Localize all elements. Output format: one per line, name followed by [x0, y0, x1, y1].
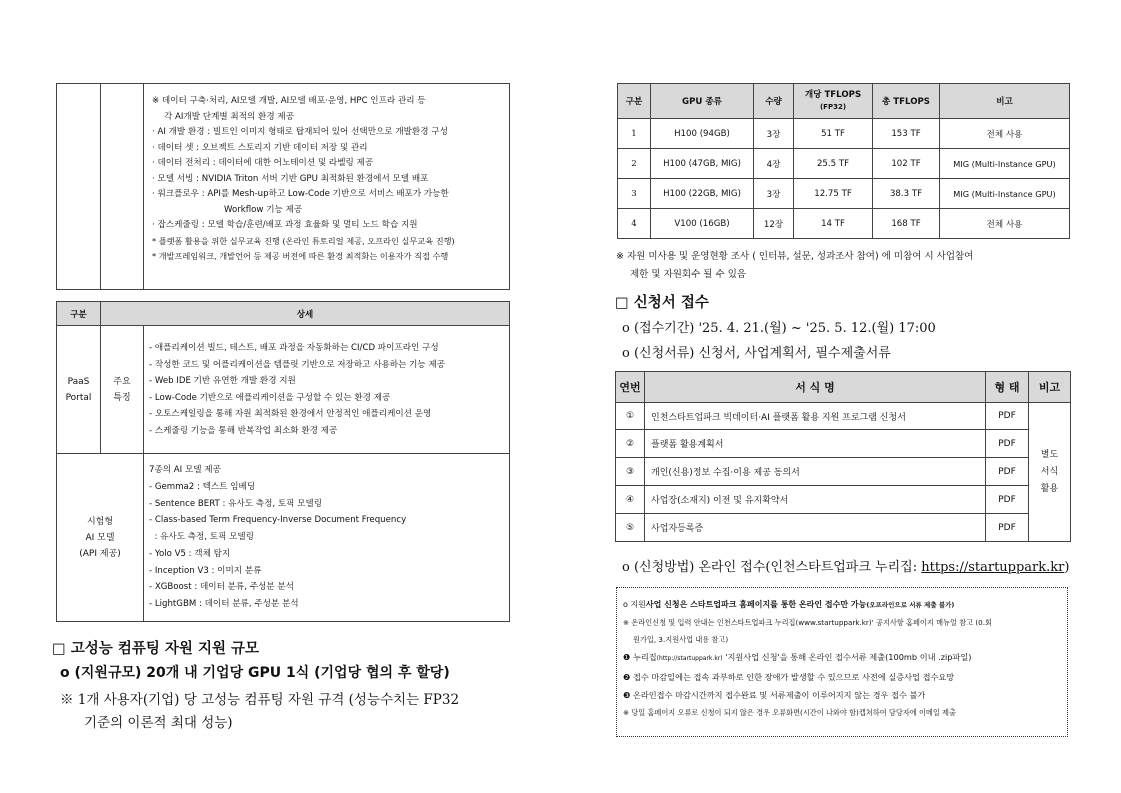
- form-cell-type: PDF: [986, 403, 1029, 430]
- paas-line: - 애플리케이션 빌드, 테스트, 배포 과정을 자동화하는 CI/CD 파이프라인 구성: [149, 343, 439, 353]
- startuppark-link[interactable]: https://startuppark.kr: [921, 560, 1065, 575]
- ai-env-table: [56, 83, 510, 290]
- ai-env-line: · AI 개발 환경 : 빌트인 이미지 형태로 탑재되어 있어 선택만으로 개발환경 구성: [152, 127, 448, 137]
- ai-model-content: [144, 454, 510, 622]
- ai-model-line: - Inception V3 : 이미지 분류: [149, 565, 262, 576]
- form-cell-type: PDF: [986, 458, 1029, 486]
- apply-method: [622, 556, 1069, 575]
- ai-env-empty-cell-1: [57, 84, 101, 290]
- paas-line: - 작성한 코드 및 어플리케이션을 템플릿 기반으로 저장하고 사용하는 기능 제공: [149, 359, 446, 370]
- gpu-cell-note: 전체 사용: [940, 119, 1070, 149]
- gpu-header-qty: 수량: [754, 84, 794, 119]
- notice-line1-b: 사업 신청은 스타트업파크 홈페이지를 통한 온라인 접수만 가능: [645, 600, 867, 609]
- gpu-cell-type: H100 (22GB, MIG): [651, 179, 754, 209]
- gpu-cell-type: H100 (94GB): [651, 119, 754, 149]
- gpu-cell-no: 1: [618, 119, 651, 149]
- gpu-header-per-line: 개당 TFLOPS: [804, 90, 862, 100]
- notice-item1-b: (http://startuppark.kr): [656, 655, 723, 662]
- gpu-cell-total: 38.3 TF: [873, 179, 940, 209]
- ai-model-line: - Yolo V5 : 객체 탐지: [149, 548, 231, 559]
- ai-env-line: * 개발프레임워크, 개발언어 등 제공 버전에 따른 환경 최적화는 이용자가 직접 수행: [152, 251, 449, 261]
- ai-model-line: : 유사도 측정, 토픽 모델링: [149, 532, 255, 543]
- form-cell-name: 개인(신용)정보 수집·이용 제공 동의서: [645, 458, 986, 486]
- form-cell-type: PDF: [986, 514, 1029, 542]
- support-scale-line: o (지원규모) 20개 내 기업당 GPU 1식 (기업당 협의 후 할당): [60, 665, 450, 681]
- table-row: [616, 430, 1071, 458]
- gpu-cell-per: 25.5 TF: [794, 149, 873, 179]
- section-title-computing: □ 고성능 컴퓨팅 자원 지원 규모: [52, 641, 260, 657]
- ai-model-label: [57, 454, 144, 622]
- table-row: [618, 149, 1070, 179]
- gpu-cell-no: 2: [618, 149, 651, 179]
- form-remark-line: 별도: [1040, 449, 1059, 460]
- form-cell-name: 플랫폼 활용계획서: [645, 430, 986, 458]
- ai-model-line: - LightGBM : 데이터 분류, 주성분 분석: [149, 599, 299, 610]
- paas-label-line: Portal: [65, 392, 92, 403]
- table-row: [616, 458, 1071, 486]
- notice-line-3: 원가입, 3.지원사업 내용 참고): [633, 635, 729, 644]
- gpu-table: [617, 83, 1070, 239]
- ai-env-empty-cell-2: [101, 84, 144, 290]
- ai-model-label-line: 시험형: [86, 516, 114, 527]
- apply-documents: o (신청서류) 신청서, 사업계획서, 필수제출서류: [622, 346, 891, 361]
- notice-line-1: [623, 596, 1061, 614]
- paas-content: [144, 326, 510, 454]
- form-header-remark: 비고: [1029, 372, 1071, 403]
- gpu-cell-type: V100 (16GB): [651, 209, 754, 239]
- form-header-no: 연번: [616, 372, 645, 403]
- form-cell-no: ⑤: [616, 514, 645, 542]
- gpu-cell-per: 14 TF: [794, 209, 873, 239]
- paas-label-line: PaaS: [67, 376, 90, 387]
- paas-sub-label: [101, 326, 144, 454]
- gpu-cell-qty: 3장: [754, 179, 794, 209]
- gpu-cell-note: MIG (Multi-Instance GPU): [940, 149, 1070, 179]
- ai-env-line: 각 AI개발 단계별 최적의 환경 제공: [164, 111, 294, 122]
- form-header-name: 서 식 명: [645, 372, 986, 403]
- paas-line: - 오토스케일링을 통해 자원 최적화된 환경에서 안정적인 애플리케이션 운영: [149, 409, 432, 419]
- gpu-cell-per: 51 TF: [794, 119, 873, 149]
- table-row: [616, 403, 1071, 430]
- ai-env-line: · 잡스케줄링 : 모델 학습/훈련/배포 과정 효율화 및 멀티 노드 학습 지원: [152, 220, 418, 230]
- apply-period: o (접수기간) '25. 4. 21.(월) ~ '25. 5. 12.(월) 17:00: [622, 321, 936, 336]
- ai-env-content: [144, 84, 510, 290]
- gpu-cell-type: H100 (47GB, MIG): [651, 149, 754, 179]
- form-cell-no: ①: [616, 403, 645, 430]
- table-row: [616, 514, 1071, 542]
- spec-note-line2: 기준의 이론적 최대 성능): [84, 715, 233, 731]
- gpu-note-line1: ※ 자원 미사용 및 운영현황 조사 ( 인터뷰, 설문, 성과조사 참여) 에 미참여 시 사업참여: [616, 251, 974, 262]
- gpu-cell-total: 102 TF: [873, 149, 940, 179]
- notice-item1-c: '지원사업 신청'을 통해 온라인 접수서류 제출(100mb 이내 .zip파일): [722, 652, 972, 662]
- paas-line: - Low-Code 기반으로 애플리케이션을 구성할 수 있는 환경 제공: [149, 392, 391, 403]
- ai-model-line: - Class-based Term Frequency-Inverse Document Frequency: [149, 515, 407, 526]
- notice-item1-a: ❶ 누리집: [623, 652, 657, 662]
- ai-model-label-line: AI 모델: [85, 532, 115, 543]
- notice-line1-a: o 지원: [623, 600, 646, 609]
- form-cell-name: 사업자등록증: [645, 514, 986, 542]
- gpu-cell-note: 전체 사용: [940, 209, 1070, 239]
- detail-table: [56, 301, 510, 622]
- ai-env-line: Workflow 기능 제공: [224, 204, 303, 215]
- table-row: [618, 119, 1070, 149]
- ai-model-label-line: (API 제공): [79, 548, 121, 559]
- paas-sub-line: 특징: [113, 392, 131, 403]
- form-cell-no: ④: [616, 486, 645, 514]
- form-remark: [1029, 403, 1071, 542]
- ai-env-line: · 모델 서빙 : NVIDIA Triton 서버 기반 GPU 최적화된 환경에서 모델 배포: [152, 173, 429, 184]
- paas-line: - Web IDE 기반 유연한 개발 환경 지원: [149, 376, 296, 386]
- apply-method-prefix: o (신청방법) 온라인 접수(인천스타트업파크 누리집:: [622, 560, 922, 575]
- gpu-header-per: [794, 84, 873, 119]
- ai-env-line: · 워크플로우 : API를 Mesh-up하고 Low-Code 기반으로 서비스 배포가 가능한: [152, 189, 449, 199]
- form-remark-line: 서식: [1040, 466, 1059, 477]
- notice-item-1: [623, 648, 1061, 668]
- gpu-header-no: 구분: [618, 84, 651, 119]
- gpu-note-line2: 제한 및 자원회수 될 수 있음: [630, 269, 747, 280]
- ai-env-line: · 데이터 전처리 : 데이터에 대한 어노테이션 및 라벨링 제공: [152, 158, 374, 168]
- gpu-cell-total: 168 TF: [873, 209, 940, 239]
- spec-note-line1: ※ 1개 사용자(기업) 당 고성능 컴퓨팅 자원 규격 (성능수치는 FP32: [60, 692, 460, 708]
- gpu-cell-qty: 3장: [754, 119, 794, 149]
- detail-header-detail: 상세: [101, 302, 510, 326]
- form-cell-no: ②: [616, 430, 645, 458]
- form-table: [615, 371, 1071, 542]
- notice-line-last: ※ 당일 홈페이지 오류로 신청이 되지 않은 경우 오류화면(시간이 나와야 함)캡쳐하여 담당자에 이메일 제출: [623, 708, 956, 717]
- notice-item-2: ❷ 접수 마감일에는 접속 과부하로 인한 장애가 발생할 수 있으므로 사전에 실증사업 접수요망: [623, 672, 955, 682]
- ai-env-line: * 플랫폼 활용을 위한 실무교육 진행 (온라인 튜토리얼 제공, 오프라인 실무교육 진행): [152, 235, 455, 246]
- form-cell-name: 사업장(소재지) 이전 및 유지확약서: [645, 486, 986, 514]
- gpu-cell-total: 153 TF: [873, 119, 940, 149]
- ai-env-line: ※ 데이터 구축·처리, AI모델 개발, AI모델 배포·운영, HPC 인프라 관리 등: [152, 96, 426, 106]
- detail-header-category: 구분: [57, 302, 101, 326]
- form-header-type: 형 태: [986, 372, 1029, 403]
- form-cell-type: PDF: [986, 430, 1029, 458]
- gpu-cell-no: 3: [618, 179, 651, 209]
- gpu-cell-per: 12.75 TF: [794, 179, 873, 209]
- ai-model-line: - XGBoost : 데이터 분류, 주성분 분석: [149, 582, 294, 593]
- form-cell-name: 인천스타트업파크 빅데이터·AI 플랫폼 활용 지원 프로그램 신청서: [645, 403, 986, 430]
- form-cell-no: ③: [616, 458, 645, 486]
- gpu-cell-no: 4: [618, 209, 651, 239]
- table-row: [618, 209, 1070, 239]
- ai-model-line: - Sentence BERT : 유사도 측정, 토픽 모델링: [149, 498, 323, 509]
- gpu-header-per-unit: (FP32): [819, 103, 847, 111]
- form-remark-line: 활용: [1040, 483, 1059, 494]
- gpu-cell-qty: 12장: [754, 209, 794, 239]
- ai-model-line: - Gemma2 : 텍스트 임베딩: [149, 481, 256, 492]
- table-row: [618, 179, 1070, 209]
- gpu-header-total: 총 TFLOPS: [873, 84, 940, 119]
- form-cell-type: PDF: [986, 486, 1029, 514]
- paas-label: [57, 326, 101, 454]
- gpu-cell-qty: 4장: [754, 149, 794, 179]
- notice-item-3: ❸ 온라인접수 마감시간까지 접수완료 및 서류제출이 이루어지지 않는 경우 접수 불가: [623, 690, 926, 700]
- gpu-header-type: GPU 종류: [651, 84, 754, 119]
- ai-env-line: · 데이터 셋 : 오브젝트 스토리지 기반 데이터 저장 및 관리: [152, 142, 368, 153]
- apply-section-title: □ 신청서 접수: [615, 295, 709, 311]
- table-row: [616, 486, 1071, 514]
- apply-method-suffix: ): [1064, 560, 1070, 575]
- notice-line-2: ※ 온라인신청 및 입력 안내는 인천스타트업파크 누리집(www.startuppark.kr)' 공지사항 홈페이지 매뉴얼 참고 (0.회: [623, 618, 992, 627]
- paas-sub-line: 주요: [113, 376, 131, 387]
- ai-model-line: 7종의 AI 모델 제공: [149, 464, 221, 475]
- paas-line: - 스케줄링 기능을 통해 반복작업 최소화 환경 제공: [149, 425, 338, 436]
- notice-box: [616, 587, 1068, 737]
- gpu-header-note: 비고: [940, 84, 1070, 119]
- notice-line1-c: (오프라인으로 서류 제출 불가): [866, 601, 955, 609]
- gpu-cell-note: MIG (Multi-Instance GPU): [940, 179, 1070, 209]
